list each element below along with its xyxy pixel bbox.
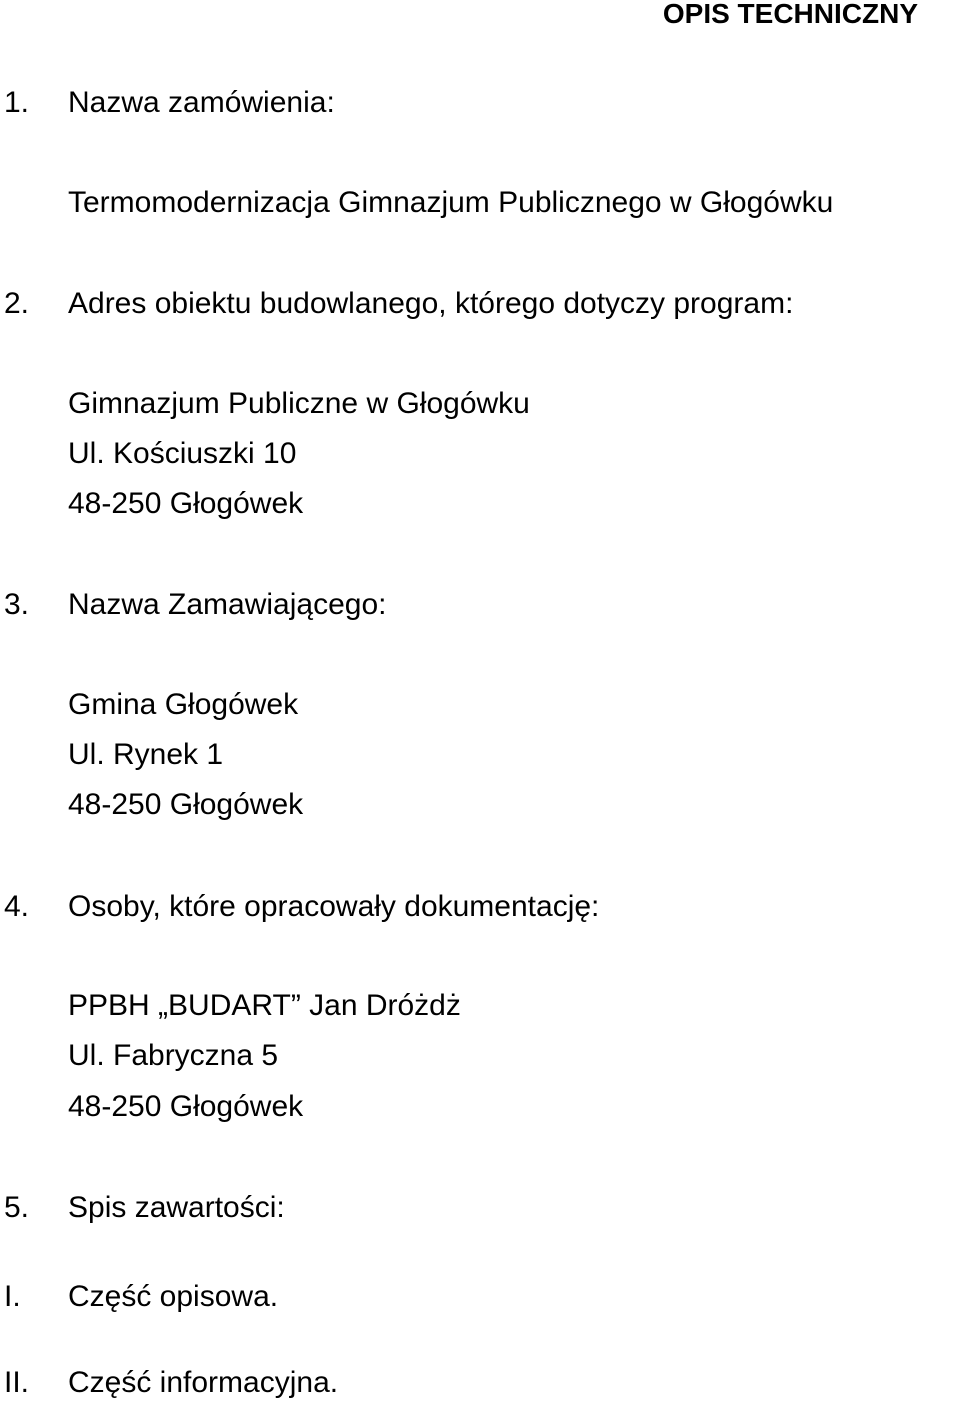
section-heading: Nazwa Zamawiającego:	[68, 588, 387, 621]
section-heading: Adres obiektu budowlanego, którego dotyczy program:	[68, 287, 794, 320]
section-number: 3.	[4, 588, 30, 621]
document-title: OPIS TECHNICZNY	[662, 0, 918, 29]
contents-item-label: Część opisowa.	[68, 1280, 279, 1313]
section-number: 4.	[4, 890, 30, 923]
address-line: 48-250 Głogówek	[68, 1090, 304, 1123]
section-heading: Osoby, które opracowały dokumentację:	[68, 890, 600, 923]
address-line: Ul. Rynek 1	[68, 738, 224, 771]
address-line: Gimnazjum Publiczne w Głogówku	[68, 387, 530, 420]
section-number: 1.	[4, 86, 30, 119]
section-number: 5.	[4, 1191, 30, 1224]
address-line: 48-250 Głogówek	[68, 487, 304, 520]
address-line: Ul. Fabryczna 5	[68, 1039, 279, 1072]
order-name: Termomodernizacja Gimnazjum Publicznego w Głogówku	[68, 186, 834, 219]
contents-item-number: I.	[4, 1280, 21, 1313]
section-number: 2.	[4, 287, 30, 320]
address-line: Ul. Kościuszki 10	[68, 437, 297, 470]
contents-item-number: II.	[4, 1366, 30, 1399]
contents-item-label: Część informacyjna.	[68, 1366, 339, 1399]
section-heading: Nazwa zamówienia:	[68, 86, 335, 119]
address-line: 48-250 Głogówek	[68, 788, 304, 821]
address-line: Gmina Głogówek	[68, 688, 299, 721]
address-line: PPBH „BUDART” Jan Dróżdż	[68, 989, 461, 1022]
section-heading: Spis zawartości:	[68, 1191, 285, 1224]
